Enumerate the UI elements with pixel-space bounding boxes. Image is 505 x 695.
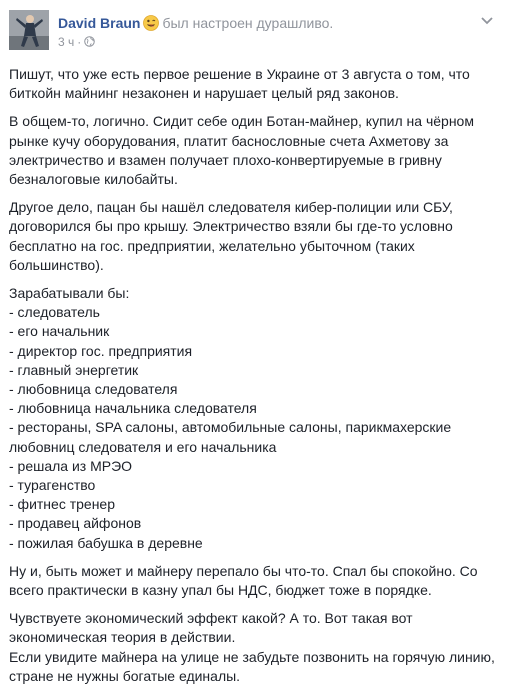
paragraph-2: В общем-то, логично. Сидит себе один Ботан-майнер, купил на чёрном рынке кучу оборудования, платит баснословные счета Ахметову за электричество и взамен получает плохо-конвертируемые в гривну безналоговые килобайты. [9, 113, 474, 188]
paragraph-1: Пишут, что уже есть первое решение в Украине от 3 августа о том, что биткойн майнинг незаконен и нарушает целый ряд законов. [9, 66, 470, 102]
paragraph-6-line-a: Чувствуете экономический эффект какой? А то. Вот такая вот экономическая теория в действии. [9, 610, 413, 646]
globe-icon[interactable] [84, 36, 95, 47]
paragraph-6-line-b: Если увидите майнера на улице не забудьте позвонить на горячую линию, стране не нужны богатые единалы. [9, 648, 495, 684]
post-body [9, 65, 501, 695]
silly-face-emoji-icon [143, 15, 159, 31]
list-item: - турагенство [9, 477, 96, 494]
list-item: - рестораны, SPA салоны, автомобильные салоны, парикмахерские любовниц следователя и его начальника [9, 419, 452, 455]
list-item: - его начальник [9, 323, 110, 340]
author-line [58, 14, 333, 32]
list-item: - фитнес тренер [9, 496, 115, 513]
list-intro: Зарабатывали бы: [9, 285, 130, 302]
paragraph-6 [9, 609, 501, 686]
list-item: - продавец айфонов [9, 515, 142, 532]
post-header [9, 10, 499, 54]
chevron-down-icon [479, 14, 495, 28]
timestamp-link[interactable]: 3 ч [58, 35, 75, 49]
avatar[interactable] [9, 10, 49, 50]
paragraph-3: Другое дело, пацан бы нашёл следователя кибер-полиции или СБУ, договорился бы про крышу. Электричество взяли бы где-то условно бесплатно на гос. предприятии, желательно убыточном (таких большинство). [9, 199, 453, 273]
list-item: - решала из МРЭО [9, 457, 133, 474]
list-item: - любовница следователя [9, 381, 178, 398]
author-name-link[interactable]: David Braun [58, 15, 141, 31]
paragraph-list [9, 284, 501, 553]
avatar-image [9, 10, 49, 50]
paragraph-5: Ну и, быть может и майнеру перепало бы что-то. Спал бы спокойно. Со всего практически в казну упал бы НДС, бюджет тоже в порядке. [9, 562, 478, 599]
list-item: - следователь [9, 304, 100, 321]
list-item: - любовница начальника следователя [9, 400, 257, 417]
list-item: - директор гос. предприятия [9, 342, 193, 359]
list-item: - пожилая бабушка в деревне [9, 534, 203, 551]
meta-separator: · [77, 35, 82, 49]
list-item: - главный энергетик [9, 361, 139, 378]
post-meta [58, 35, 95, 49]
feeling-text: был настроен дурашливо. [162, 15, 334, 31]
post-options-button[interactable] [479, 14, 495, 28]
